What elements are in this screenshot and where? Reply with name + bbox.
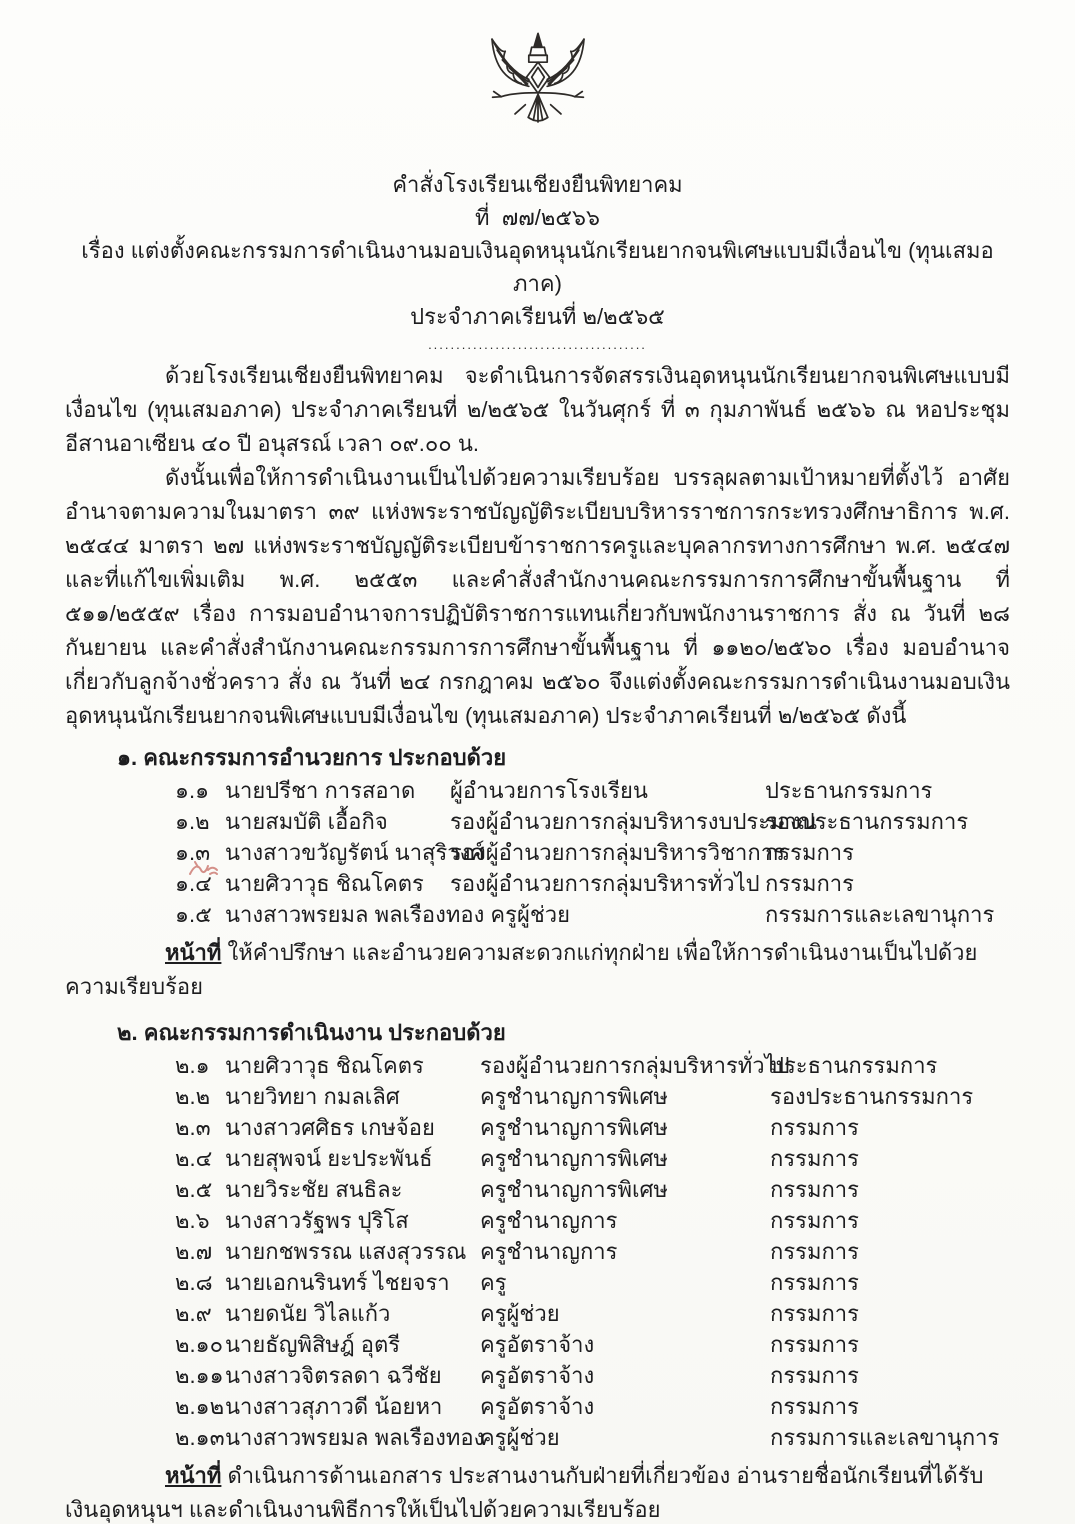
- member-name: นางสาวศศิธร เกษจ้อย: [225, 1115, 435, 1140]
- section-1-member-list: [175, 775, 1010, 930]
- member-number: ๒.๖: [175, 1208, 210, 1233]
- member-position: ผู้อำนวยการโรงเรียน: [450, 778, 648, 803]
- member-role: รองประธานกรรมการ: [770, 1084, 974, 1109]
- member-number: ๒.๙: [175, 1301, 212, 1326]
- member-role: กรรมการ: [770, 1239, 859, 1264]
- member-position: ครูชำนาญการ: [480, 1239, 618, 1264]
- committee-member-row: [175, 1050, 1010, 1081]
- section-2-duty: [65, 1459, 1010, 1524]
- member-position: ครูผู้ช่วย: [480, 1301, 560, 1326]
- member-role: กรรมการ: [770, 1270, 859, 1295]
- member-position: ครูชำนาญการพิเศษ: [480, 1115, 668, 1140]
- duty-label: หน้าที่: [165, 940, 222, 965]
- member-role: กรรมการ: [770, 1394, 859, 1419]
- member-position: ครูอัตราจ้าง: [480, 1363, 595, 1388]
- member-name: นางสาวพรยมล พลเรืองทอง ครูผู้ช่วย: [225, 902, 571, 927]
- committee-member-row: [175, 1174, 1010, 1205]
- member-name: นายกชพรรณ แสงสุวรรณ: [225, 1239, 467, 1264]
- committee-member-row: [175, 1360, 1010, 1391]
- member-number: ๑.๒: [175, 809, 210, 834]
- body-paragraph-1: ด้วยโรงเรียนเชียงยืนพิทยาคม จะดำเนินการจัดสรรเงินอุดหนุนนักเรียนยากจนพิเศษแบบมีเงื่อนไข (ทุนเสมอภาค) ประจำภาคเรียนที่ ๒/๒๕๖๕ ในวันศุกร์ ที่ ๓ กุมภาพันธ์ ๒๕๖๖ ณ หอประชุมอีสานอาเซียน ๔๐ ปี อนุสรณ์ เวลา ๐๙.๐๐ น.: [65, 363, 1010, 456]
- member-role: กรรมการ: [770, 1301, 859, 1326]
- duty-text: ให้คำปรึกษา และอำนวยความสะดวกแก่ทุกฝ่าย เพื่อให้การดำเนินงานเป็นไปด้วยความเรียบร้อย: [65, 940, 978, 999]
- document-issuer-title: คำสั่งโรงเรียนเชียงยืนพิทยาคม: [392, 172, 683, 197]
- member-position: ครู: [480, 1270, 507, 1295]
- committee-member-row: [175, 1298, 1010, 1329]
- committee-member-row: [175, 1391, 1010, 1422]
- committee-section-2: [65, 1016, 1010, 1524]
- emblem-container: [65, 8, 1010, 154]
- section-1-duty: [65, 936, 1010, 1004]
- member-position: ครูชำนาญการพิเศษ: [480, 1084, 668, 1109]
- committee-member-row: [175, 837, 1010, 868]
- section-2-member-list: [175, 1050, 1010, 1453]
- document-number: ที่ ๗๗/๒๕๖๖: [474, 205, 600, 230]
- member-role: กรรมการ: [765, 840, 854, 865]
- member-role: กรรมการ: [770, 1115, 859, 1140]
- member-name: นางสาวจิตรลดา ฉวีชัย: [225, 1363, 442, 1388]
- member-name: นายวิทยา กมลเลิศ: [225, 1084, 400, 1109]
- duty-label: หน้าที่: [165, 1463, 222, 1488]
- dotted-separator: .......................................: [428, 337, 647, 352]
- member-role: ประธานกรรมการ: [765, 778, 933, 803]
- member-position: รองผู้อำนวยการกลุ่มบริหารทั่วไป: [480, 1053, 790, 1078]
- committee-member-row: [175, 899, 1010, 930]
- member-position: [450, 899, 765, 930]
- member-number: ๒.๗: [175, 1239, 213, 1264]
- member-role: กรรมการและเลขานุการ: [770, 1425, 1000, 1450]
- committee-member-row: [175, 868, 1010, 899]
- member-position: ครูชำนาญการพิเศษ: [480, 1177, 668, 1202]
- committee-member-row: [175, 1422, 1010, 1453]
- committee-member-row: [175, 1329, 1010, 1360]
- member-number: ๒.๑๐: [175, 1332, 224, 1357]
- member-name: นายสมบัติ เอื้อกิจ: [225, 809, 388, 834]
- member-position: รองผู้อำนวยการกลุ่มบริหารวิชาการ: [450, 840, 785, 865]
- member-position: ครูผู้ช่วย: [480, 1425, 560, 1450]
- committee-member-row: [175, 775, 1010, 806]
- member-position: ครูอัตราจ้าง: [480, 1332, 595, 1357]
- body-paragraph-2: ดังนั้นเพื่อให้การดำเนินงานเป็นไปด้วยความเรียบร้อย บรรลุผลตามเป้าหมายที่ตั้งไว้ อาศัยอำนาจตามความในมาตรา ๓๙ แห่งพระราชบัญญัติระเบียบบริหารราชการกระทรวงศึกษาธิการ พ.ศ. ๒๕๔๔ มาตรา ๒๗ แห่งพระราชบัญญัติระเบียบข้าราชการครูและบุคลากรทางการศึกษา พ.ศ. ๒๕๔๗ และที่แก้ไขเพิ่มเติม พ.ศ. ๒๕๕๓ และคำสั่งสำนักงานคณะกรรมการการศึกษาขั้นพื้นฐาน ที่ ๕๑๑/๒๕๕๙ เรื่อง การมอบอำนาจการปฏิบัติราชการแทนเกี่ยวกับพนักงานราชการ สั่ง ณ วันที่ ๒๘ กันยายน และคำสั่งสำนักงานคณะกรรมการการศึกษาขั้นพื้นฐาน ที่ ๑๑๒๐/๒๕๖๐ เรื่อง มอบอำนาจเกี่ยวกับลูกจ้างชั่วคราว สั่ง ณ วันที่ ๒๔ กรกฎาคม ๒๕๖๐ จึงแต่งตั้งคณะกรรมการดำเนินงานมอบเงินอุดหนุนนักเรียนยากจนพิเศษแบบมีเงื่อนไข (ทุนเสมอภาค) ประจำภาคเรียนที่ ๒/๒๕๖๕ ดังนี้: [65, 465, 1010, 728]
- member-position: ครูชำนาญการพิเศษ: [480, 1146, 668, 1171]
- member-number: ๑.๔: [175, 871, 212, 896]
- member-number: ๒.๑๓: [175, 1425, 225, 1450]
- member-number: ๒.๑๒: [175, 1394, 225, 1419]
- member-number: ๒.๔: [175, 1146, 213, 1171]
- member-number: ๒.๑: [175, 1053, 210, 1078]
- member-name: นายศิวาวุธ ชิณโคตร: [225, 1053, 424, 1078]
- member-role: กรรมการ: [770, 1363, 859, 1388]
- member-role: กรรมการ: [770, 1332, 859, 1357]
- member-number: ๑.๓: [175, 840, 211, 865]
- member-name: นางสาวขวัญรัตน์ นาสุริวงศ์: [225, 840, 485, 865]
- member-role: กรรมการ: [765, 871, 854, 896]
- section-2-heading: ๒. คณะกรรมการดำเนินงาน ประกอบด้วย: [117, 1020, 506, 1045]
- member-name: นายสุพจน์ ยะประพันธ์: [225, 1146, 433, 1171]
- member-position: ครูอัตราจ้าง: [480, 1394, 595, 1419]
- member-role: กรรมการ: [770, 1146, 859, 1171]
- garuda-emblem-icon: [469, 8, 607, 152]
- member-name: นายดนัย วิไลแก้ว: [225, 1301, 391, 1326]
- member-name: นายศิวาวุธ ชิณโคตร: [225, 871, 424, 896]
- committee-member-row: [175, 1112, 1010, 1143]
- member-number: ๒.๒: [175, 1084, 211, 1109]
- section-1-heading: ๑. คณะกรรมการอำนวยการ ประกอบด้วย: [117, 745, 507, 770]
- committee-member-row: [175, 1143, 1010, 1174]
- member-role: ประธานกรรมการ: [770, 1053, 938, 1078]
- member-name: นางสาวรัฐพร ปุริโส: [225, 1208, 409, 1233]
- member-number: ๑.๑: [175, 778, 210, 803]
- document-title-block: [65, 168, 1010, 333]
- member-position: รองผู้อำนวยการกลุ่มบริหารงบประมาณ: [450, 809, 818, 834]
- member-role: กรรมการและเลขานุการ: [765, 902, 995, 927]
- committee-member-row: [175, 1267, 1010, 1298]
- committee-member-row: [175, 1081, 1010, 1112]
- member-role: กรรมการ: [770, 1177, 859, 1202]
- committee-member-row: [175, 806, 1010, 837]
- member-name: นายธัญพิสิษฎ์ อุตรี: [225, 1332, 401, 1357]
- member-role: รองประธานกรรมการ: [765, 809, 969, 834]
- document-subject: เรื่อง แต่งตั้งคณะกรรมการดำเนินงานมอบเงินอุดหนุนนักเรียนยากจนพิเศษแบบมีเงื่อนไข (ทุนเสมอภาค): [81, 238, 994, 296]
- member-role: กรรมการ: [770, 1208, 859, 1233]
- red-pen-mark: [186, 858, 220, 882]
- member-number: ๒.๑๑: [175, 1363, 224, 1388]
- member-number: ๒.๓: [175, 1115, 211, 1140]
- member-name: นางสาวสุภาวดี น้อยหา: [225, 1394, 443, 1419]
- committee-member-row: [175, 1205, 1010, 1236]
- member-number: ๑.๕: [175, 902, 212, 927]
- member-number: ๒.๘: [175, 1270, 213, 1295]
- member-position: รองผู้อำนวยการกลุ่มบริหารทั่วไป: [450, 871, 760, 896]
- duty-text: ดำเนินการด้านเอกสาร ประสานงานกับฝ่ายที่เกี่ยวข้อง อ่านรายชื่อนักเรียนที่ได้รับเงินอุดหนุนฯ และดำเนินงานพิธีการให้เป็นไปด้วยความเรียบร้อย: [65, 1463, 984, 1522]
- member-name: นายเอกนรินทร์ ไชยจรา: [225, 1270, 450, 1295]
- member-name: นายวิระชัย สนธิละ: [225, 1177, 403, 1202]
- member-number: ๒.๕: [175, 1177, 213, 1202]
- member-name: นายปรีชา การสอาด: [225, 778, 416, 803]
- member-position: ครูชำนาญการ: [480, 1208, 618, 1233]
- committee-member-row: [175, 1236, 1010, 1267]
- document-semester: ประจำภาคเรียนที่ ๒/๒๕๖๕: [410, 304, 665, 329]
- member-name: นางสาวพรยมล พลเรืองทอง: [225, 1425, 485, 1450]
